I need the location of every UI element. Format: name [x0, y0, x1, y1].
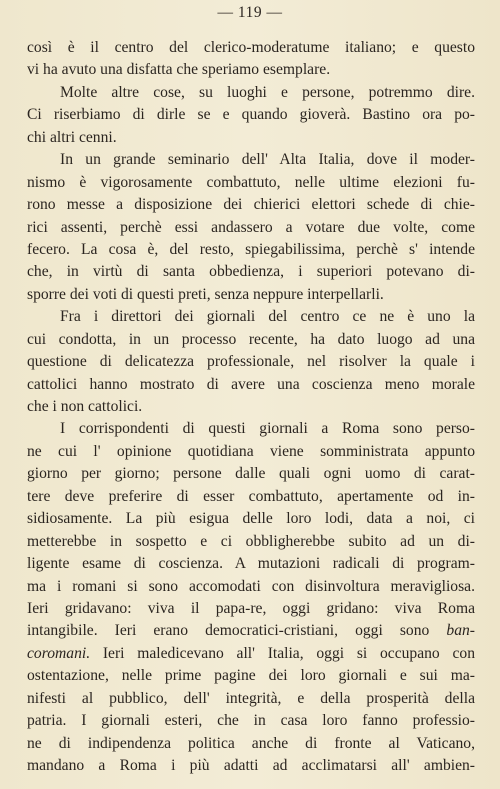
text-line: Ieri gridavano: viva il papa-re, oggi gridano: viva Roma [27, 599, 475, 617]
text-line: ligente esame di coscienza. A mutazioni radicali di program- [27, 555, 475, 573]
text-line: nismo è vigorosamente combattuto, nelle ultime elezioni fu- [27, 173, 475, 191]
text-line: cattolici hanno mostrato di avere una coscienza meno morale [27, 375, 475, 393]
page-number: — 119 — [217, 4, 283, 21]
text-line: In un grande seminario dell' Alta Italia, dove il moder- [60, 151, 475, 169]
text-line: ma i romani si sono accomodati con disinvoltura meravigliosa. [27, 577, 475, 595]
italic-word: ban- [446, 622, 475, 640]
text-line: nifesti al pubblico, dell' integrità, e della prosperità della [27, 689, 475, 707]
text-line: ostentazione, nelle prime pagine dei loro giornali e sui ma- [27, 667, 475, 685]
text-line: così è il centro del clerico-moderatume italiano; e questo [27, 39, 475, 56]
text-line: chi altri cenni. [27, 128, 117, 146]
text-line: patria. I giornali esteri, che in casa loro fanno professio- [27, 712, 475, 730]
text-line: giorno per giorno; persone dalle quali ogni uomo di carat- [27, 465, 475, 483]
text-line: Fra i direttori dei giornali del centro ce ne è uno la [60, 308, 475, 326]
text-line: coromani. Ieri maledicevano all' Italia, oggi si occupano con [27, 644, 475, 662]
text-line: rono messe a disposizione dei chierici elettori schede di chie- [27, 196, 475, 214]
text-line: Ci riserbiamo di dirle se e quando gioverà. Bastino ora po- [27, 106, 475, 124]
text-line: che, in virtù di santa obbedienza, i superiori potevano di- [27, 263, 475, 281]
text-line: metterebbe in sospetto e ci obbligherebbe subito ad un di- [27, 532, 475, 550]
italic-word: coromani. [27, 644, 91, 662]
text-line: sidiosamente. La più esigua delle loro lodi, data a noi, ci [27, 510, 475, 528]
body-text [27, 37, 475, 777]
text-line: Molte altre cose, su luoghi e persone, potremmo dire. [60, 83, 475, 101]
text-line: fecero. La cosa è, del resto, spiegabilissima, perchè s' intende [27, 240, 475, 258]
text-line: tere deve preferire di esser combattuto, apertamente od in- [27, 487, 475, 505]
text-line: questione di delicatezza professionale, nel risolver la quale i [27, 353, 475, 371]
text-line: che i non cattolici. [27, 398, 143, 415]
text-line: ne di indipendenza politica anche di fronte al Vaticano, [27, 734, 475, 752]
text-line: rici assenti, perchè essi andassero a votare due volte, come [27, 218, 475, 236]
text-line: vi ha avuto una disfatta che speriamo esemplare. [27, 61, 331, 79]
text-line: intangibile. Ieri erano democratici-cristiani, oggi sono ban- [27, 622, 475, 640]
text-line: mandano a Roma i più adatti ad acclimatarsi all' ambien- [27, 757, 475, 774]
text-line: I corrispondenti di questi giornali a Roma sono perso- [60, 420, 475, 438]
text-line: cui condotta, in un processo recente, ha dato luogo ad una [27, 330, 475, 348]
text-line: ne cui l' opinione quotidiana viene somministrata appunto [27, 442, 475, 460]
text-line: sporre dei voti di questi preti, senza neppure interpellarli. [27, 285, 384, 303]
